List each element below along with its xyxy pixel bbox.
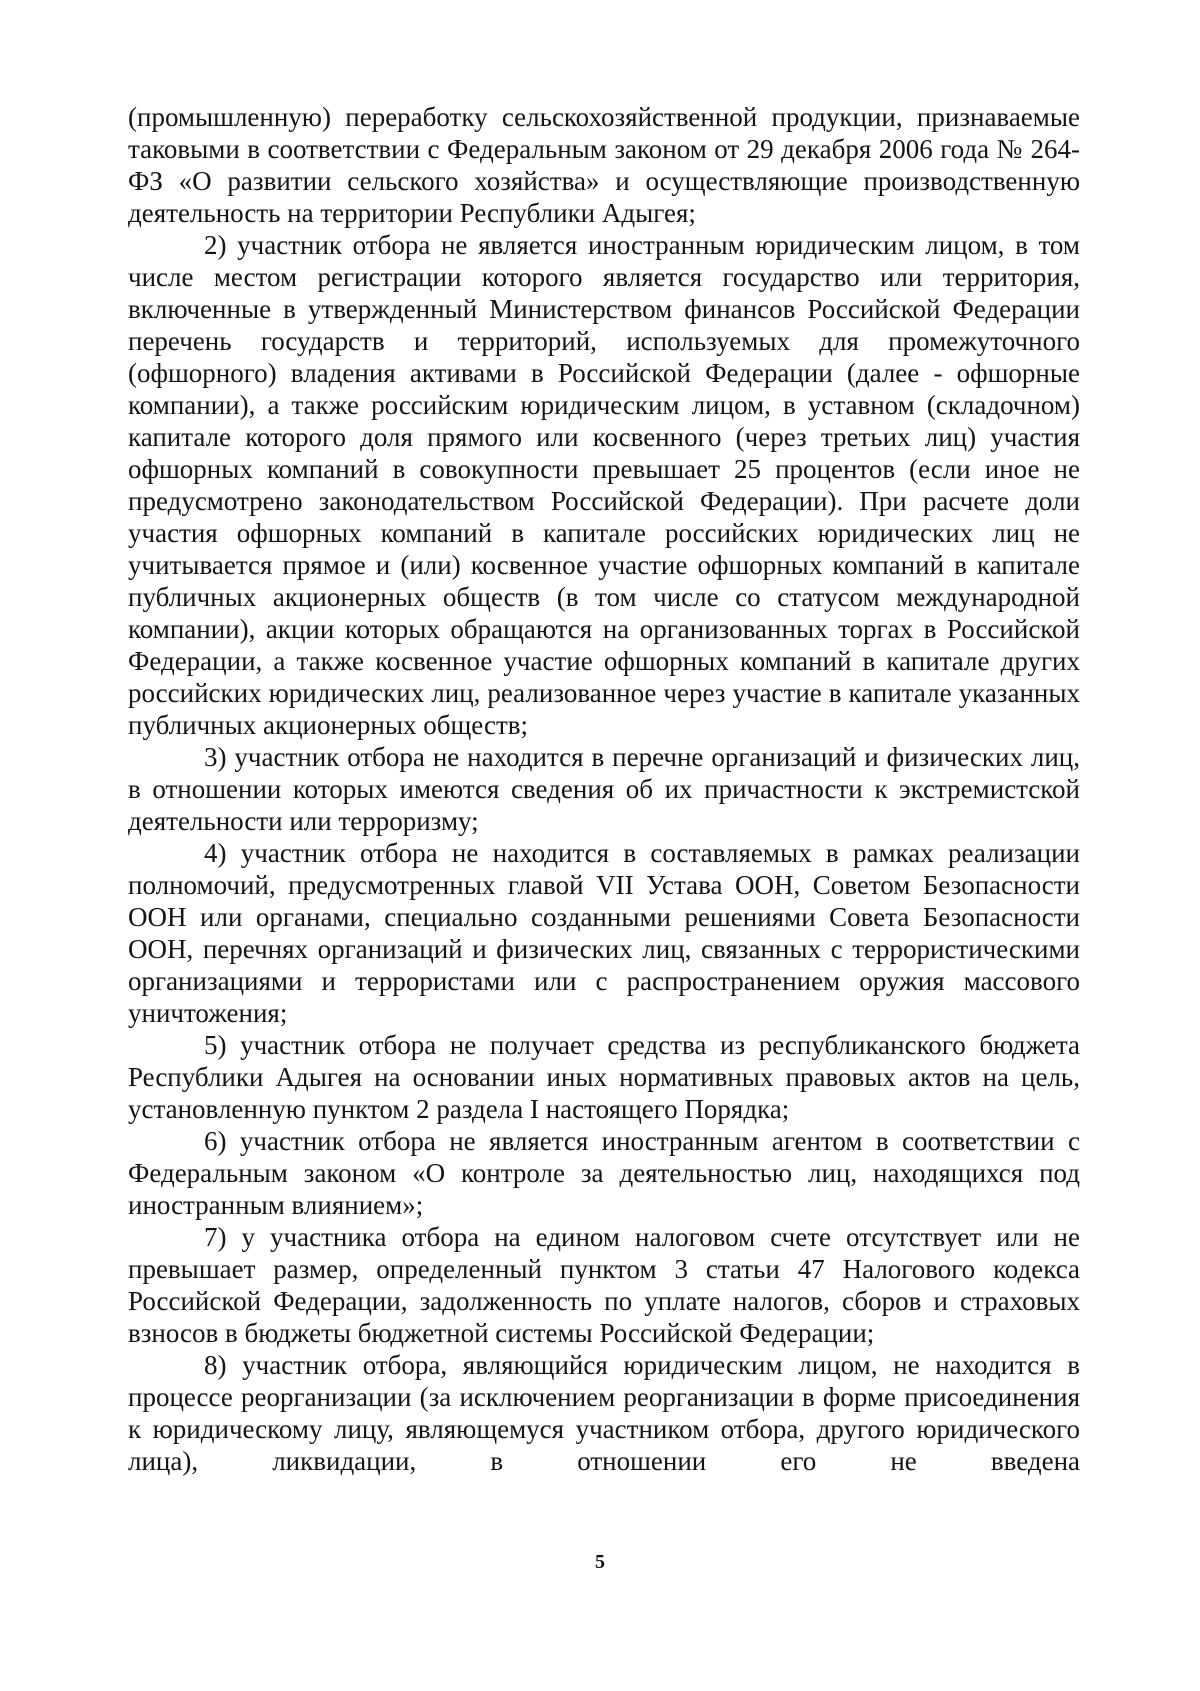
paragraph-item-6: 6) участник отбора не является иностранным агентом в соответствии с Федеральным законом «О контроле за деятельностью лиц, находящихся под иностранным влиянием»; <box>128 1126 1080 1220</box>
paragraph-item-5: 5) участник отбора не получает средства из республиканского бюджета Республики Адыгея на основании иных нормативных правовых актов на цель, установленную пунктом 2 раздела I настоящего Порядка; <box>128 1030 1080 1124</box>
paragraph-item-2: 2) участник отбора не является иностранным юридическим лицом, в том числе местом регистрации которого является государство или территория, включенные в утвержденный Министерством финансов Российской Федерации перечень государств и территорий, используемых для промежуточного (офшорного) владения активами в Российской Федерации (далее - офшорные компании), а также российским юридическим лицом, в уставном (складочном) капитале которого доля прямого или косвенного (через третьих лиц) участия офшорных компаний в совокупности превышает 25 процентов (если иное не предусмотрено законодательством Российской Федерации). При расчете доли участия офшорных компаний в капитале российских юридических лиц не учитывается прямое и (или) косвенное участие офшорных компаний в капитале публичных акционерных обществ (в том числе со статусом международной компании), акции которых обращаются на организованных торгах в Российской Федерации, а также косвенное участие офшорных компаний в капитале других российских юридических лиц, реализованное через участие в капитале указанных публичных акционерных обществ; <box>128 230 1080 740</box>
document-body <box>128 101 1080 1477</box>
paragraph-item-4: 4) участник отбора не находится в составляемых в рамках реализации полномочий, предусмотренных главой VII Устава ООН, Советом Безопасности ООН или органами, специально созданными решениями Совета Безопасности ООН, перечнях организаций и физических лиц, связанных с террористическими организациями и террористами или с распространением оружия массового уничтожения; <box>128 838 1080 1028</box>
paragraph-item-8: 8) участник отбора, являющийся юридическим лицом, не находится в процессе реорганизации (за исключением реорганизации в форме присоединения к юридическому лицу, являющемуся участником отбора, другого юридического лица), ликвидации, в отношении его не введена <box>128 1350 1080 1476</box>
paragraph-item-3: 3) участник отбора не находится в перечне организаций и физических лиц, в отношении которых имеются сведения об их причастности к экстремистской деятельности или терроризму; <box>128 742 1080 836</box>
page-number: 5 <box>595 1551 605 1573</box>
paragraph-item-7: 7) у участника отбора на едином налоговом счете отсутствует или не превышает размер, определенный пунктом 3 статьи 47 Налогового кодекса Российской Федерации, задолженность по уплате налогов, сборов и страховых взносов в бюджеты бюджетной системы Российской Федерации; <box>128 1222 1080 1348</box>
paragraph-continuation: (промышленную) переработку сельскохозяйственной продукции, признаваемые таковыми в соответствии с Федеральным законом от 29 декабря 2006 года № 264-ФЗ «О развитии сельского хозяйства» и осуществляющие производственную деятельность на территории Республики Адыгея; <box>128 102 1080 228</box>
